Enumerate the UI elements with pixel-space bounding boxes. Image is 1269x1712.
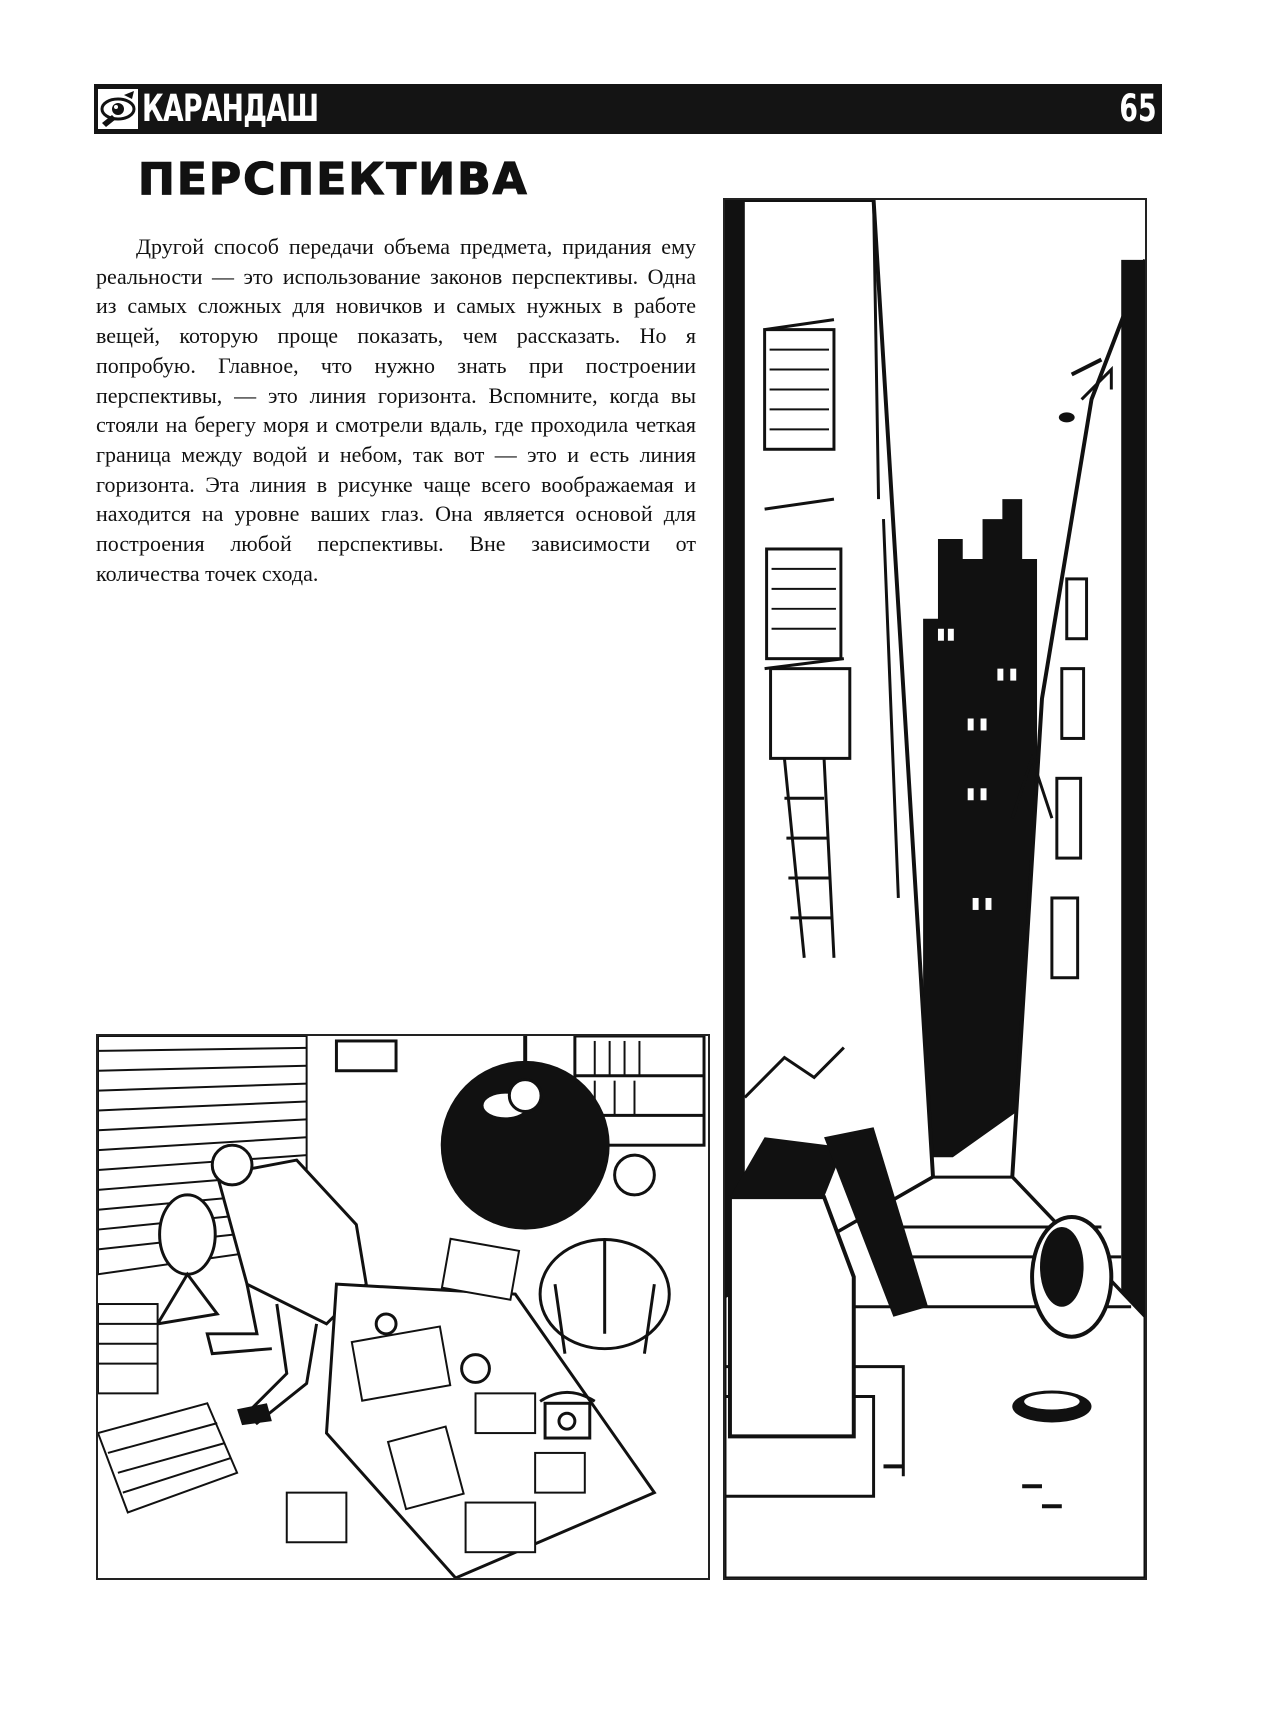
body-paragraph: Другой способ передачи объема предмета, придания ему реальности — это использование законов перспективы. Одна из самых сложных для новичков и самых нужных в работе вещей, которую проще показать, чем рассказать. Но я попробую. Главное, что нужно знать при построении перспективы, — это линия горизонта. Вспомните, когда вы стояли на берегу моря и смотрели вдаль, где проходила четкая граница между водой и небом, так вот — это и есть линия горизонта. Эта линия в рисунке чаще всего воображаемая и находится на уровне ваших глаз. Она является основой для построения любой перспективы. Вне зависимости от количества точек схода. — [96, 234, 696, 586]
header-bar — [94, 84, 1162, 134]
series-title: КАРАНДАШ — [142, 87, 319, 130]
office-top-view-illustration — [96, 1034, 710, 1580]
eye-pencil-logo-icon — [98, 89, 138, 129]
alley-drawing — [725, 200, 1145, 1578]
page-number: 65 — [1118, 87, 1156, 130]
alley-perspective-illustration — [723, 198, 1147, 1580]
office-drawing — [98, 1036, 708, 1578]
section-title: ПЕРСПЕКТИВА — [138, 154, 529, 205]
